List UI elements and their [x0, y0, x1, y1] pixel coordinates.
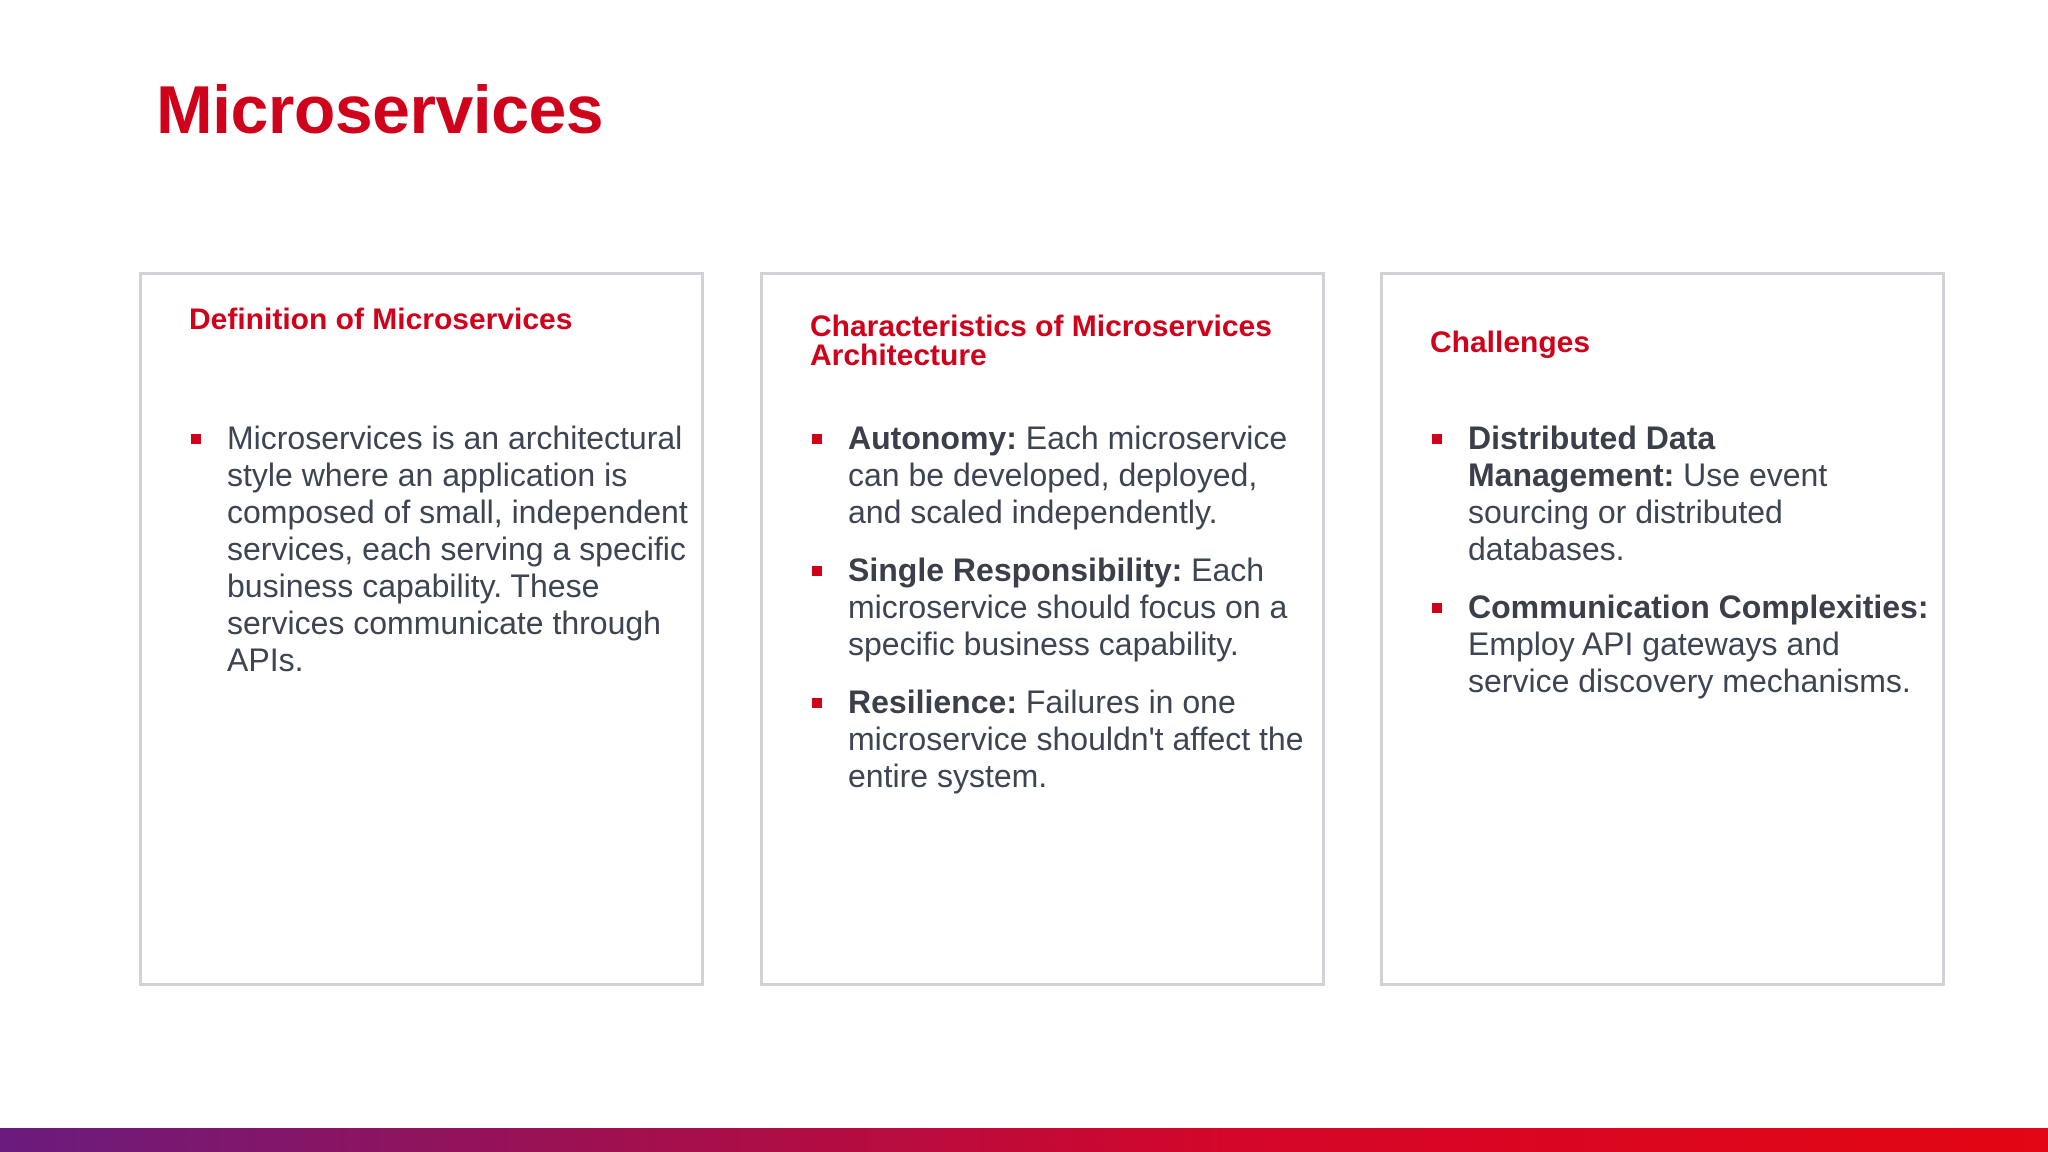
bullet-list	[189, 420, 689, 700]
list-item	[1430, 589, 1930, 700]
bullet-list	[1430, 420, 1930, 721]
slide-title: Microservices	[156, 72, 604, 148]
item-text: Each microservice should focus on a specific business capability.	[848, 552, 1288, 662]
card-heading: Challenges	[1430, 326, 1591, 359]
item-text: Use event sourcing or distributed databases.	[1468, 457, 1828, 567]
card-challenges	[1380, 272, 1945, 986]
list-item	[1430, 420, 1930, 568]
list-item	[810, 420, 1310, 531]
item-text: Failures in one microservice shouldn't affect the entire system.	[848, 684, 1304, 794]
square-bullet-icon	[812, 566, 822, 576]
card-definition	[139, 272, 704, 986]
item-term: Distributed Data Management:	[1468, 420, 1716, 493]
item-text: Each microservice can be developed, deployed, and scaled independently.	[848, 420, 1288, 530]
item-term: Communication Complexities:	[1468, 589, 1929, 625]
card-heading: Definition of Microservices	[189, 303, 573, 336]
bottom-gradient-bar	[0, 1128, 2048, 1152]
item-text: Microservices is an architectural style where an application is composed of small, independent services, each serving a specific business capability. These services communicate through APIs.	[227, 420, 688, 678]
square-bullet-icon	[1432, 603, 1442, 613]
item-term: Single Responsibility:	[848, 552, 1183, 588]
list-item	[810, 684, 1310, 795]
square-bullet-icon	[812, 434, 822, 444]
item-term: Autonomy:	[848, 420, 1017, 456]
square-bullet-icon	[191, 434, 201, 444]
item-text: Employ API gateways and service discovery mechanisms.	[1468, 626, 1911, 699]
item-term: Resilience:	[848, 684, 1017, 720]
card-heading: Characteristics of Microservices Architecture	[810, 310, 1272, 372]
square-bullet-icon	[812, 698, 822, 708]
list-item	[189, 420, 689, 679]
list-item	[810, 552, 1310, 663]
card-characteristics	[760, 272, 1325, 986]
square-bullet-icon	[1432, 434, 1442, 444]
bullet-list	[810, 420, 1310, 816]
